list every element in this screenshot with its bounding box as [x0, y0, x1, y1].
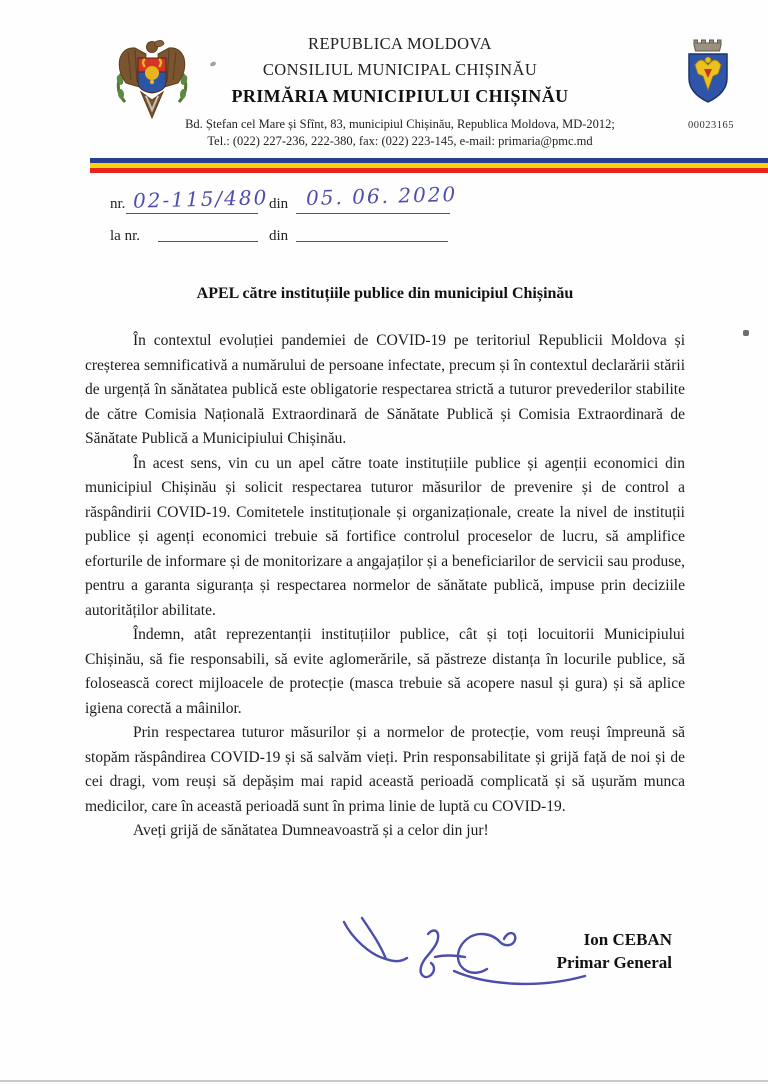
signatory-name: Ion CEBAN	[583, 930, 672, 949]
letter-body	[85, 329, 685, 844]
institution-name: PRIMĂRIA MUNICIPIULUI CHIȘINĂU	[231, 86, 569, 106]
handwritten-din-value: 05. 06. 2020	[305, 182, 458, 210]
signatory-role: Primar General	[556, 953, 672, 972]
tricolor-divider	[90, 158, 768, 173]
closing-line: Aveți grijă de sănătatea Dumneavoastră și a celor din jur!	[133, 822, 489, 839]
chisinau-coat-of-arms-icon	[685, 31, 731, 109]
paragraph-2: În acest sens, vin cu un apel către toate instituțiile publice și agenții economici din municipiul Chișinău și solicit respectarea tuturor măsurilor de prevenire și de control a răspândirii COVID-19. Comitetele instituționale și organizaționale, create la nivel de instituții publice și agenți economici trebuie să fortifice controlul proceselor de lucru, să amplifice eforturile de informare și de monitorizare a angajaților și a beneficiarilor de servicii sau produse, pentru a garanta siguranța și respectarea normelor de sănătate publică, impuse prin deciziile autorităților abilitate.	[85, 454, 685, 619]
signatory	[450, 928, 672, 974]
scan-artifact	[743, 330, 749, 336]
din-label: din	[269, 196, 289, 212]
council-name: CONSILIUL MUNICIPAL CHIȘINĂU	[262, 60, 538, 79]
nr-label: nr.	[110, 196, 126, 212]
handwritten-nr-value: 02-115/480	[132, 185, 269, 213]
registration-stamp-number: 00023165	[688, 120, 734, 131]
scan-bottom-edge	[0, 1080, 768, 1082]
paragraph-4: Prin respectarea tuturor măsurilor și a normelor de protecție, vom reuși împreună să stopăm răspândirea COVID-19 și să salvăm vieți. Prin responsabilitate și grijă față de noi și de cei dragi, vom reuși să depășim mai rapid această perioadă complicată și să ușurăm munca medicilor, care în această perioadă sunt în prima linie de luptă cu COVID-19.	[85, 724, 685, 815]
din2-blank-line	[296, 227, 448, 242]
country-name: REPUBLICA MOLDOVA	[308, 34, 492, 53]
address-line: Bd. Ștefan cel Mare și Sfînt, 83, municipiul Chișinău, Republica Moldova, MD-2012;	[185, 117, 615, 131]
la-nr-blank-line	[158, 227, 258, 242]
din2-label: din	[269, 228, 289, 244]
paragraph-3: Îndemn, atât reprezentanții instituțiilor publice, cât și toți locuitorii Municipiului Chișinău, să fie responsabili, să evite aglomerările, să păstreze distanța în locurile publice, să folosească corect mijloacele de protecție (masca trebuie să acopere nasul și gura) și să aplice igiena corectă a mâinilor.	[85, 626, 685, 717]
la-nr-label: la nr.	[110, 228, 140, 244]
flag-band-red	[90, 168, 768, 173]
contact-line: Tel.: (022) 227-236, 222-380, fax: (022) 223-145, e-mail: primaria@pmc.md	[207, 134, 593, 148]
letter-title: APEL către instituțiile publice din municipiul Chișinău	[196, 285, 574, 302]
paragraph-1: În contextul evoluției pandemiei de COVID-19 pe teritoriul Republicii Moldova și creșterea semnificativă a numărului de persoane infectate, precum și în contextul declarării stării de urgență în sănătatea publică este obligatorie respectarea strictă a tuturor prevederilor stabilite de către Comisia Națională Extraordinară de Sănătate Publică și Comisia Extraordinară de Sănătate Publică a Municipiului Chișinău.	[85, 332, 685, 447]
letterhead	[100, 34, 700, 150]
